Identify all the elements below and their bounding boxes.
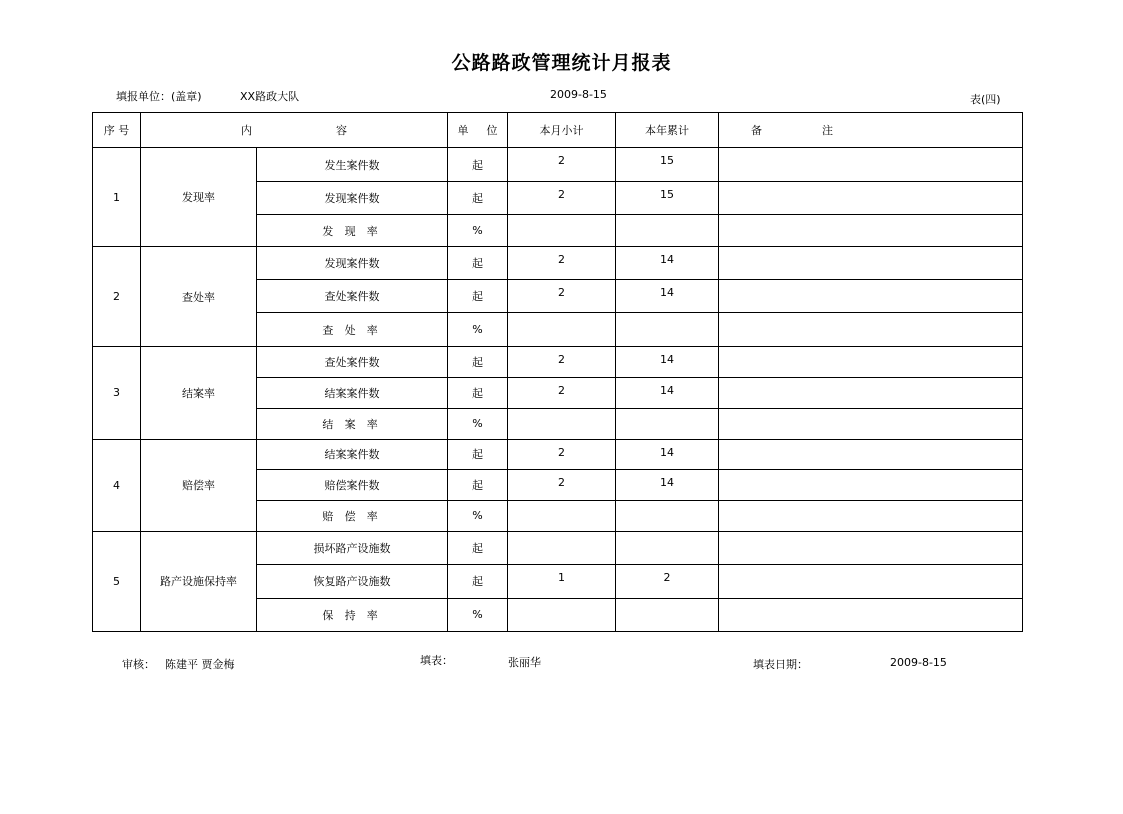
row-month: 2	[508, 247, 616, 280]
header-remark	[719, 113, 1023, 148]
header-month-label: 本月小计	[539, 124, 584, 138]
group-seq: 4	[93, 439, 141, 531]
row-year: 14	[616, 439, 719, 469]
table-row	[93, 439, 1023, 469]
header-unit-char-1: 单	[457, 124, 469, 138]
row-remark	[719, 215, 1023, 247]
row-year: 14	[616, 378, 719, 408]
row-label: 查处案件数	[257, 347, 448, 378]
row-remark	[719, 182, 1023, 215]
row-year	[616, 598, 719, 631]
header-unit	[448, 113, 508, 148]
unit-label: 填报单位：(盖章)	[116, 90, 202, 103]
review-label: 审核：	[122, 658, 155, 671]
row-unit: 起	[448, 347, 508, 378]
header-content-char-2: 容	[336, 124, 347, 138]
row-unit: 起	[448, 469, 508, 500]
table-header-row	[93, 113, 1023, 148]
group-name: 路产设施保持率	[141, 531, 257, 631]
row-unit: 起	[448, 564, 508, 598]
row-month: 2	[508, 182, 616, 215]
group-name: 赔偿率	[141, 439, 257, 531]
row-month: 2	[508, 469, 616, 500]
row-year	[616, 313, 719, 347]
report-date: 2009-8-15	[550, 88, 607, 101]
row-month: 2	[508, 378, 616, 408]
row-remark	[719, 439, 1023, 469]
row-month	[508, 215, 616, 247]
row-year: 15	[616, 148, 719, 182]
row-label: 查 处 率	[257, 313, 448, 347]
row-label: 结案案件数	[257, 439, 448, 469]
row-remark	[719, 564, 1023, 598]
group-seq: 1	[93, 148, 141, 247]
row-label: 发现案件数	[257, 182, 448, 215]
row-remark	[719, 247, 1023, 280]
report-table-body	[93, 113, 1023, 632]
header-content-char-1: 内	[241, 124, 252, 138]
group-seq: 2	[93, 247, 141, 347]
row-unit: %	[448, 598, 508, 631]
header-remark-char-2: 注	[822, 124, 833, 138]
row-year: 14	[616, 280, 719, 313]
group-name: 查处率	[141, 247, 257, 347]
fill-date: 2009-8-15	[890, 656, 947, 669]
header-month	[508, 113, 616, 148]
row-label: 查处案件数	[257, 280, 448, 313]
row-month	[508, 313, 616, 347]
row-month: 2	[508, 280, 616, 313]
row-unit: %	[448, 313, 508, 347]
row-unit: 起	[448, 378, 508, 408]
row-month	[508, 500, 616, 531]
row-month: 2	[508, 439, 616, 469]
row-unit: 起	[448, 148, 508, 182]
row-month: 2	[508, 148, 616, 182]
group-seq: 3	[93, 347, 141, 439]
row-remark	[719, 347, 1023, 378]
row-label: 赔 偿 率	[257, 500, 448, 531]
table-row	[93, 531, 1023, 564]
table-row	[93, 148, 1023, 182]
row-unit: 起	[448, 182, 508, 215]
row-month: 2	[508, 347, 616, 378]
row-year	[616, 500, 719, 531]
table-row	[93, 347, 1023, 378]
row-remark	[719, 469, 1023, 500]
table-row	[93, 247, 1023, 280]
row-year: 15	[616, 182, 719, 215]
row-year: 14	[616, 347, 719, 378]
header-year-label: 本年累计	[645, 124, 689, 138]
row-label: 发现案件数	[257, 247, 448, 280]
row-label: 损坏路产设施数	[257, 531, 448, 564]
row-unit: 起	[448, 439, 508, 469]
row-remark	[719, 408, 1023, 439]
row-label: 发 现 率	[257, 215, 448, 247]
row-remark	[719, 148, 1023, 182]
row-year	[616, 215, 719, 247]
fill-date-label: 填表日期：	[753, 658, 808, 671]
header-content	[141, 113, 448, 148]
row-unit: %	[448, 215, 508, 247]
reviewer-names: 陈建平 贾金梅	[165, 658, 235, 671]
header-seq	[93, 113, 141, 148]
row-year: 2	[616, 564, 719, 598]
filler-label: 填表：	[420, 654, 453, 667]
row-remark	[719, 531, 1023, 564]
row-label: 赔偿案件数	[257, 469, 448, 500]
row-year: 14	[616, 247, 719, 280]
group-name: 发现率	[141, 148, 257, 247]
header-unit-char-2: 位	[486, 124, 498, 138]
row-month	[508, 598, 616, 631]
row-month: 1	[508, 564, 616, 598]
filler-name: 张丽华	[508, 656, 541, 669]
header-seq-label: 序 号	[103, 124, 130, 138]
row-remark	[719, 500, 1023, 531]
row-unit: 起	[448, 531, 508, 564]
row-unit: %	[448, 500, 508, 531]
row-year	[616, 531, 719, 564]
row-remark	[719, 313, 1023, 347]
report-table	[92, 112, 1023, 632]
row-label: 结案案件数	[257, 378, 448, 408]
row-year: 14	[616, 469, 719, 500]
row-unit: 起	[448, 280, 508, 313]
row-label: 发生案件数	[257, 148, 448, 182]
group-name: 结案率	[141, 347, 257, 439]
table-number: 表(四)	[970, 93, 1001, 106]
row-unit: %	[448, 408, 508, 439]
row-unit: 起	[448, 247, 508, 280]
row-month	[508, 531, 616, 564]
row-label: 结 案 率	[257, 408, 448, 439]
header-remark-char-1: 备	[751, 124, 762, 138]
row-label: 恢复路产设施数	[257, 564, 448, 598]
row-remark	[719, 598, 1023, 631]
row-year	[616, 408, 719, 439]
row-remark	[719, 378, 1023, 408]
group-seq: 5	[93, 531, 141, 631]
report-title: 公路路政管理统计月报表	[451, 52, 672, 74]
header-year	[616, 113, 719, 148]
row-month	[508, 408, 616, 439]
unit-value: XX路政大队	[240, 90, 300, 103]
row-label: 保 持 率	[257, 598, 448, 631]
row-remark	[719, 280, 1023, 313]
